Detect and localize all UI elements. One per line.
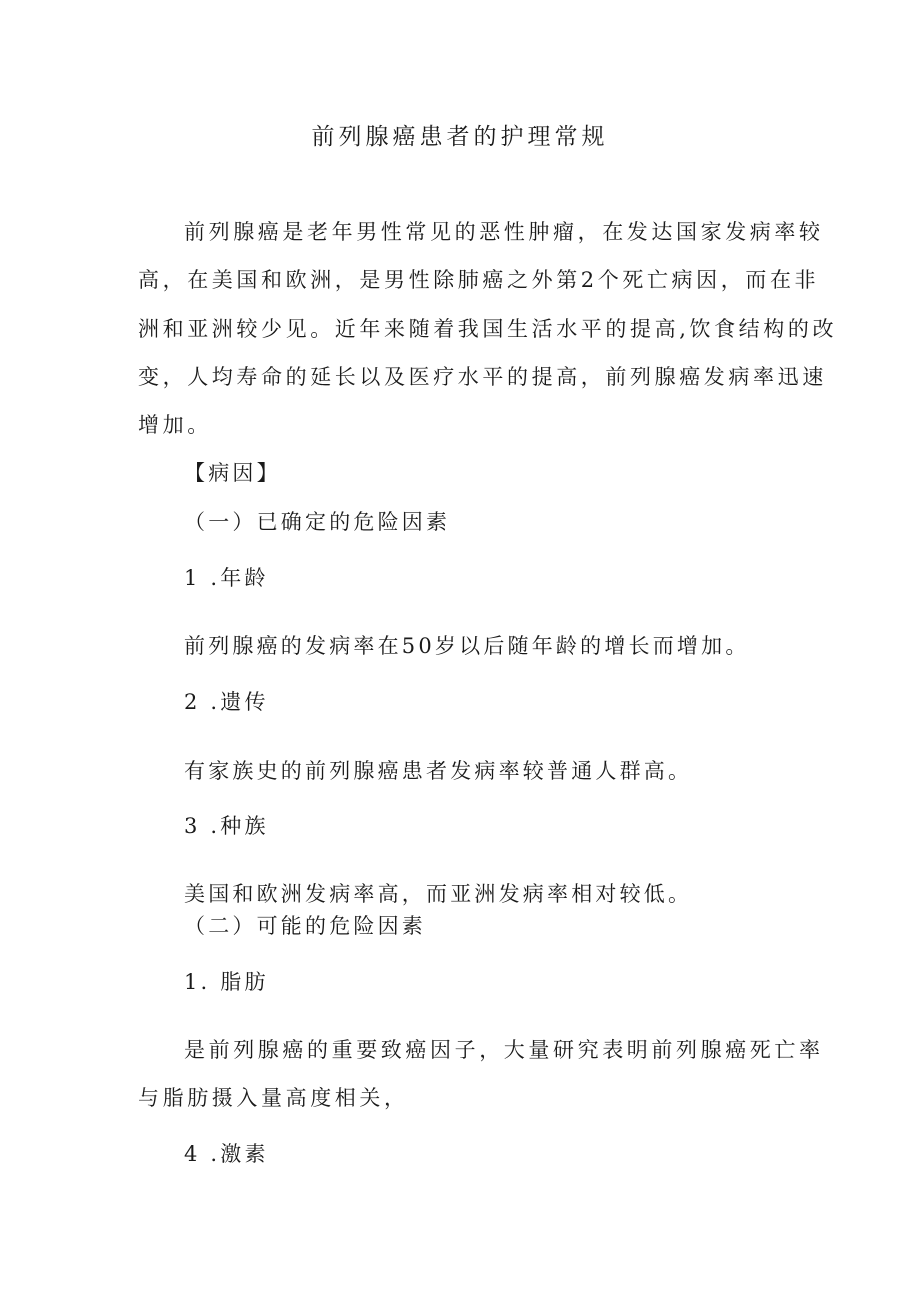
item-heading-hormone: 4 .激素 xyxy=(184,1142,269,1166)
item-heading-heredity: 2 .遗传 xyxy=(184,690,269,714)
item-text-age: 前列腺癌的发病率在50岁以后随年龄的增长而增加。 xyxy=(184,634,750,658)
fat-line: 与脂肪摄入量高度相关， xyxy=(138,1086,409,1110)
intro-line: 高，在美国和欧洲，是男性除肺癌之外第2个死亡病因，而在非 xyxy=(138,268,820,292)
item-text-heredity: 有家族史的前列腺癌患者发病率较普通人群高。 xyxy=(184,759,693,783)
section-heading-cause: 【病因】 xyxy=(184,461,281,485)
subsection-heading-possible: （二）可能的危险因素 xyxy=(184,914,426,938)
intro-line: 前列腺癌是老年男性常见的恶性肿瘤，在发达国家发病率较 xyxy=(184,220,824,244)
subsection-heading-confirmed: （一）已确定的危险因素 xyxy=(184,510,451,534)
item-heading-fat: 1. 脂肪 xyxy=(184,970,269,994)
intro-line: 洲和亚洲较少见。近年来随着我国生活水平的提高,饮食结构的改 xyxy=(138,317,838,341)
item-heading-age: 1 .年龄 xyxy=(184,566,269,590)
document-title: 前列腺癌患者的护理常规 xyxy=(311,124,609,150)
intro-line: 增加。 xyxy=(138,413,212,437)
item-heading-race: 3 .种族 xyxy=(184,814,269,838)
intro-line: 变，人均寿命的延长以及医疗水平的提高，前列腺癌发病率迅速 xyxy=(138,365,827,389)
fat-line: 是前列腺癌的重要致癌因子，大量研究表明前列腺癌死亡率 xyxy=(184,1038,824,1062)
item-text-race: 美国和欧洲发病率高，而亚洲发病率相对较低。 xyxy=(184,882,693,906)
